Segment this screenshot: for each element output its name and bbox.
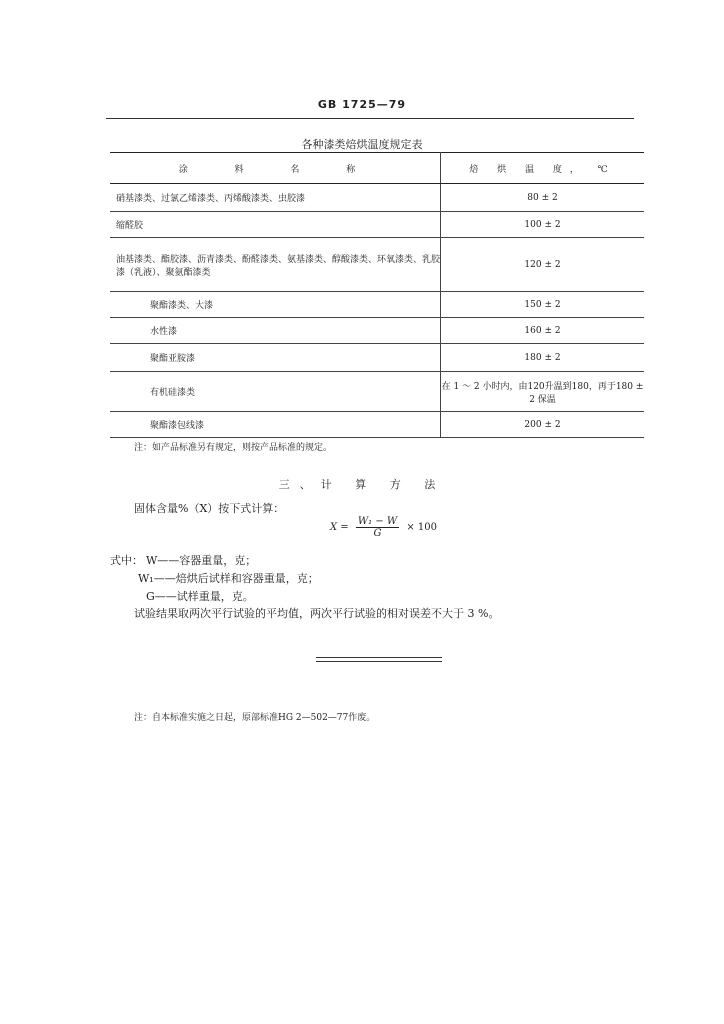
table-note: 注：如产品标准另有规定，则按产品标准的规定。 bbox=[134, 443, 333, 453]
table-title: 各种漆类焙烘温度规定表 bbox=[301, 138, 423, 151]
footer-note: 注：自本标准实施之日起，原部标准HG 2—502—77作废。 bbox=[134, 713, 376, 723]
baking-temperature-table bbox=[110, 152, 644, 438]
table-header-row bbox=[110, 153, 644, 184]
table-row bbox=[110, 238, 644, 292]
coating-name-cell: 缩醛胶 bbox=[110, 212, 441, 238]
coating-name-cell: 有机硅漆类 bbox=[110, 372, 441, 412]
baking-temp-cell: 160 ± 2 bbox=[441, 318, 645, 344]
baking-temp-cell: 200 ± 2 bbox=[441, 412, 645, 438]
formula-denominator: G bbox=[373, 528, 382, 539]
calc-intro: 固体含量%（X）按下式计算： bbox=[134, 502, 285, 515]
table-row bbox=[110, 212, 644, 238]
baking-temp-cell: 80 ± 2 bbox=[441, 184, 645, 212]
coating-name-cell: 油基漆类、酯胶漆、沥青漆类、酚醛漆类、氨基漆类、醇酸漆类、环氧漆类、乳胶漆（乳液）、聚氨酯漆类 bbox=[110, 238, 441, 292]
coating-name-cell: 硝基漆类、过氯乙烯漆类、丙烯酸漆类、虫胶漆 bbox=[110, 184, 441, 212]
def-g: G——试样重量，克。 bbox=[146, 590, 254, 603]
table-row bbox=[110, 292, 644, 318]
table-row bbox=[110, 344, 644, 372]
baking-temp-cell: 100 ± 2 bbox=[441, 212, 645, 238]
formula-lhs: X = bbox=[330, 522, 349, 533]
baking-temp-cell: 在 1 ～ 2 小时内，由120升温到180，再于180 ± 2 保温 bbox=[441, 372, 645, 412]
coating-name-cell: 聚酯漆包线漆 bbox=[110, 412, 441, 438]
formula-numerator: W₁ − W bbox=[357, 516, 398, 527]
col-header-baking-temp: 焙 烘 温 度， ℃ bbox=[441, 153, 645, 184]
result-statement: 试验结果取两次平行试验的平均值，两次平行试验的相对误差不大于 3 %。 bbox=[134, 607, 500, 620]
where-label: 式中： bbox=[110, 554, 143, 567]
formula-multiplier: × 100 bbox=[406, 522, 438, 533]
end-rule-1 bbox=[316, 657, 442, 658]
section-heading: 三、计 算 方 法 bbox=[278, 478, 446, 491]
formula-fraction bbox=[356, 516, 399, 539]
table-row bbox=[110, 318, 644, 344]
end-rule-2 bbox=[316, 661, 442, 662]
table-row bbox=[110, 372, 644, 412]
table-row bbox=[110, 184, 644, 212]
baking-temp-cell: 120 ± 2 bbox=[441, 238, 645, 292]
def-w1: W₁——焙烘后试样和容器重量，克； bbox=[138, 572, 319, 585]
baking-temp-cell: 180 ± 2 bbox=[441, 344, 645, 372]
coating-name-cell: 聚酯漆类、大漆 bbox=[110, 292, 441, 318]
coating-name-cell: 水性漆 bbox=[110, 318, 441, 344]
table-row bbox=[110, 412, 644, 438]
coating-name-cell: 聚酯亚胺漆 bbox=[110, 344, 441, 372]
baking-temp-cell: 150 ± 2 bbox=[441, 292, 645, 318]
formula bbox=[330, 516, 437, 539]
standard-code: GB 1725—79 bbox=[317, 98, 407, 111]
header-rule bbox=[106, 118, 634, 119]
col-header-coating-name: 涂 料 名 称 bbox=[110, 153, 441, 184]
def-w: W——容器重量，克； bbox=[146, 554, 257, 567]
